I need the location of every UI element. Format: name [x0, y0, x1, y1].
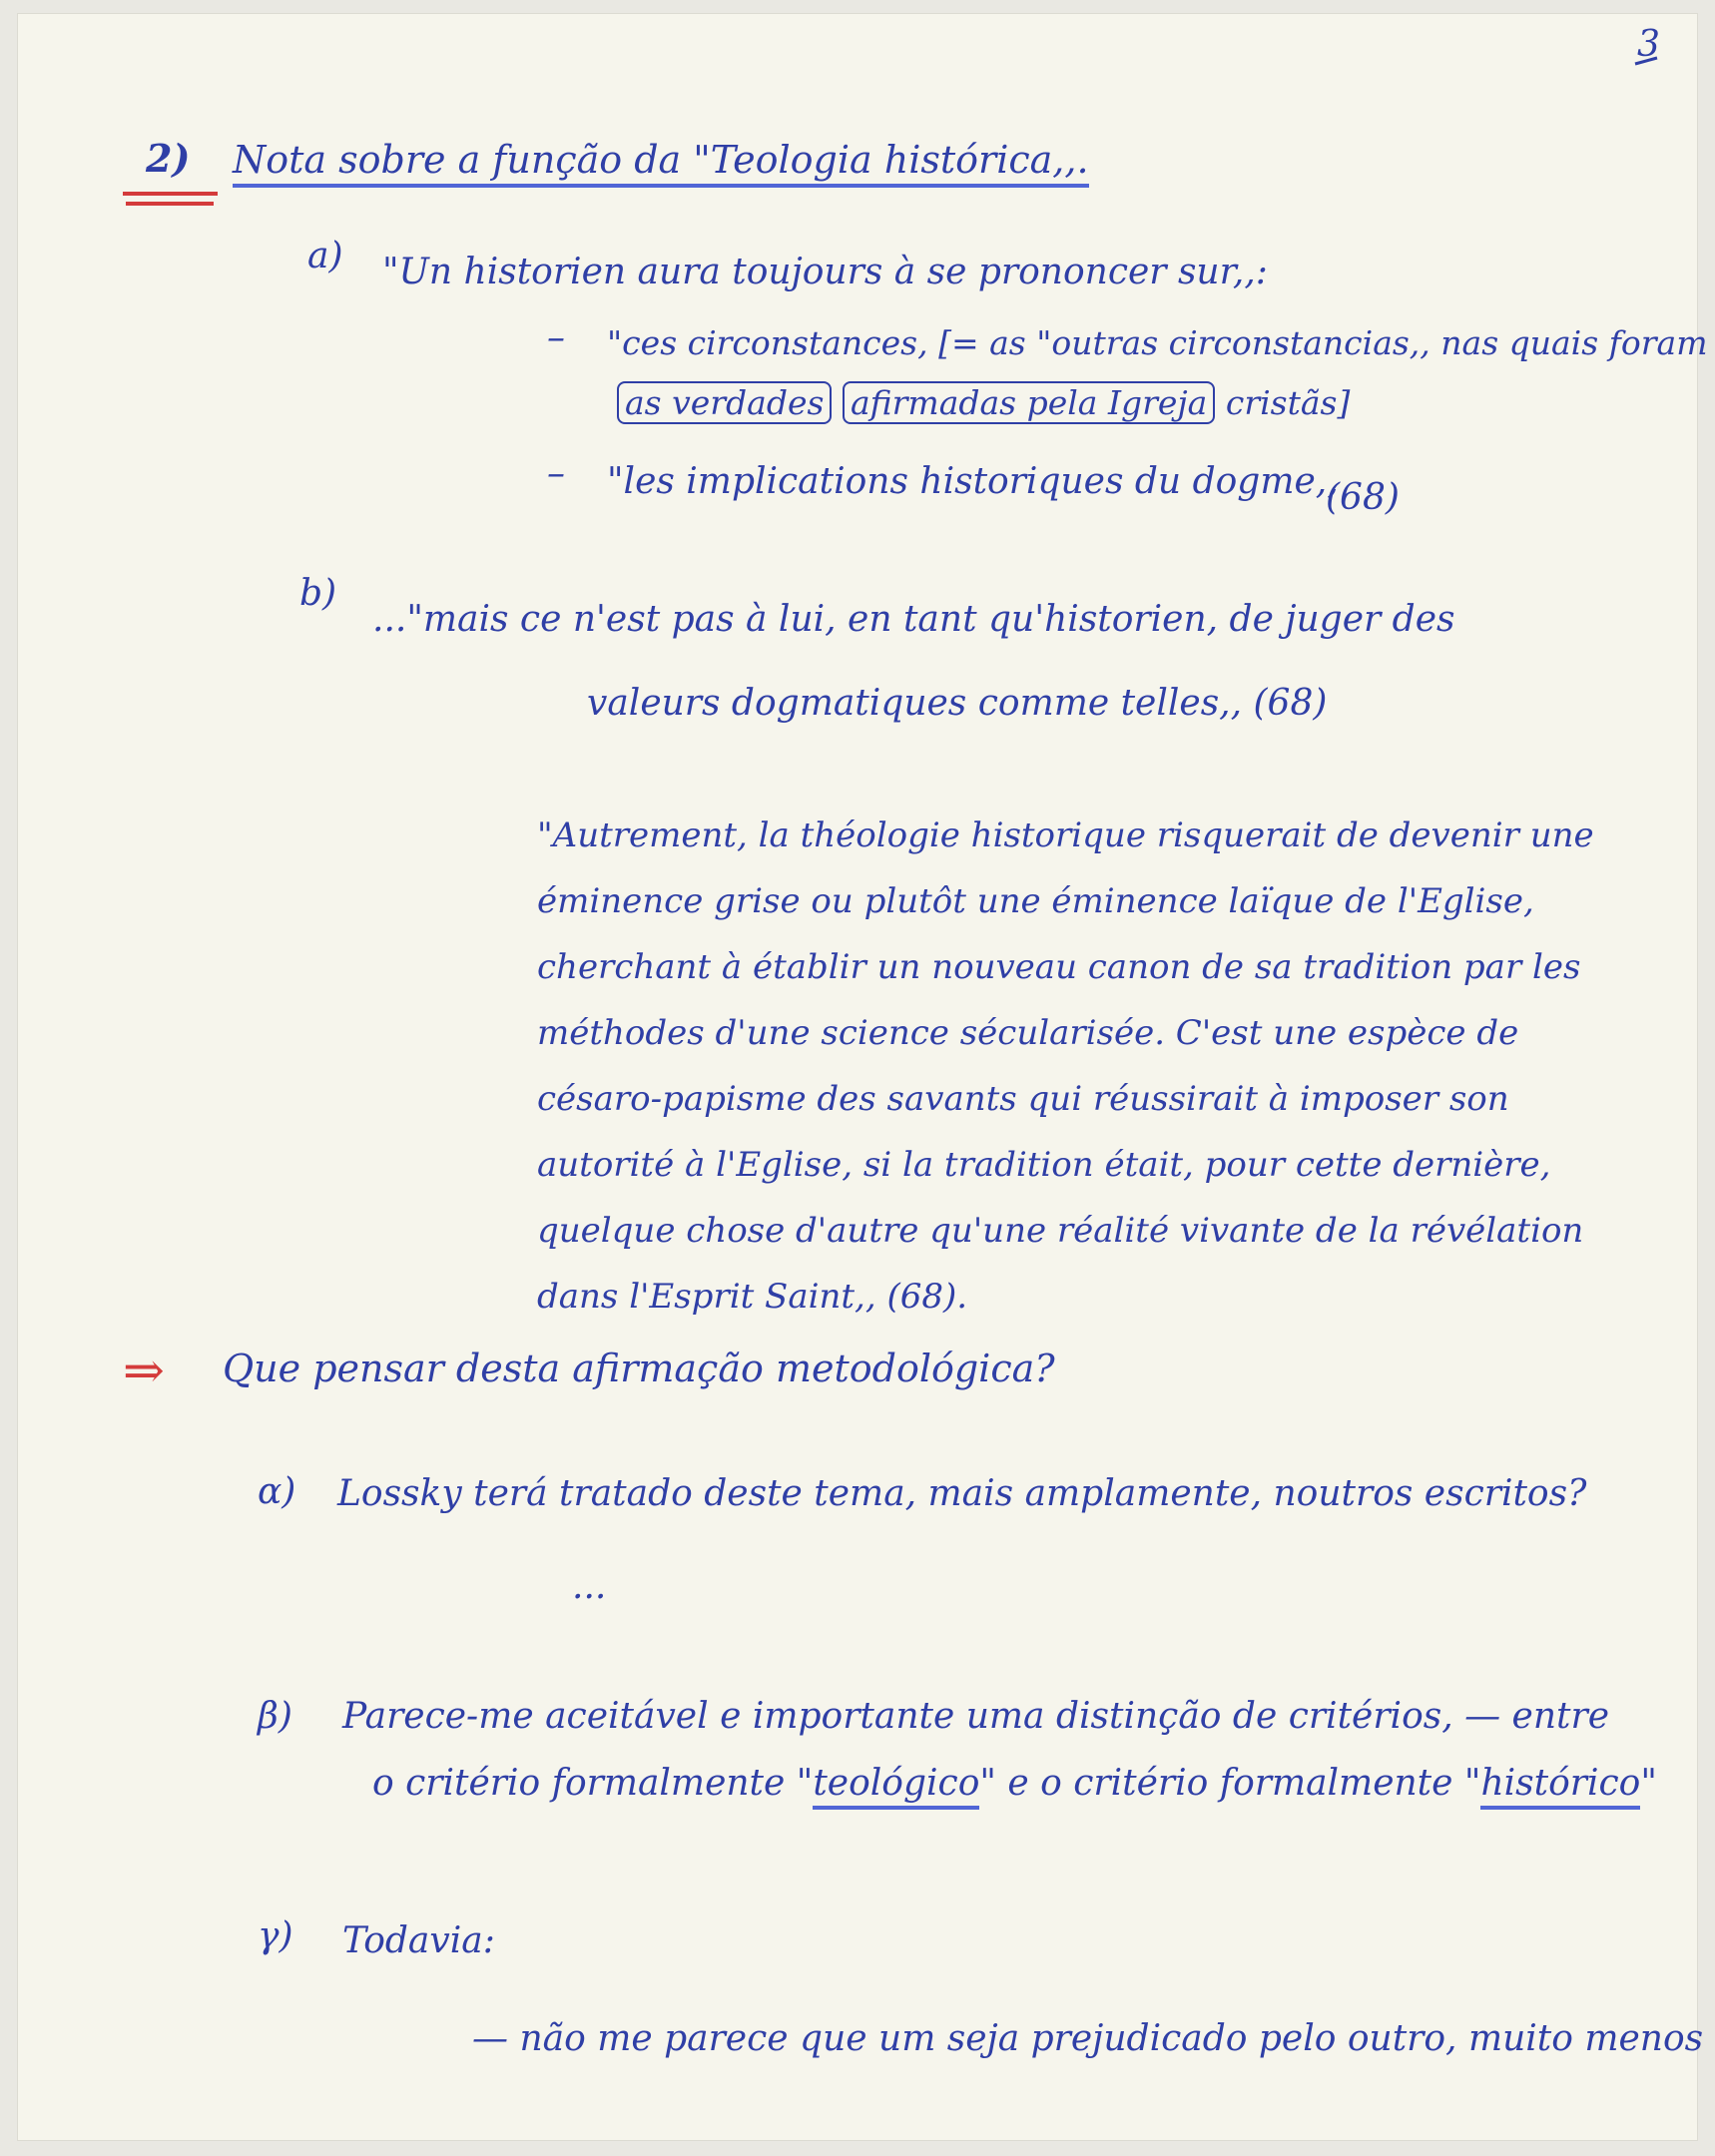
teologico-underlined: teológico — [813, 1763, 979, 1810]
beta-label: β) — [258, 1696, 292, 1737]
boxed-phrase-1: as verdades — [617, 381, 832, 424]
item-a-bullet1-line2 — [617, 383, 1350, 422]
beta-line2-pre: o critério formalmente " — [372, 1763, 814, 1804]
heading-number: 2) — [146, 136, 191, 181]
lossky-quote: "Autrement, la théologie historique risquerait de devenir une éminence grise ou plutôt une éminence laïque de l'Eglise, cherchant à établir un nouveau canon de sa tradition par les méthodes d'une science sécularisée. C'est une espèce de césaro-papisme des savants qui réussirait à imposer son autorité à l'Eglise, si la tradition était, pour cette dernière, quelque chose d'autre qu'une réalité vivante de la révélation dans l'Esprit Saint,, (68). — [537, 815, 1594, 1317]
alpha-ellipsis: ... — [572, 1566, 607, 1607]
historico-underlined: histórico — [1480, 1763, 1640, 1810]
arrow-icon: ⇒ — [123, 1342, 165, 1399]
alpha-label: α) — [258, 1471, 296, 1512]
item-a-bullet2: "les implications historiques du dogme,, — [607, 461, 1339, 502]
gamma-label: γ) — [258, 1915, 293, 1956]
item-a-label: a) — [307, 236, 343, 276]
item-b-line2: valeurs dogmatiques comme telles,, (68) — [587, 683, 1328, 724]
page-number: 3 — [1637, 24, 1660, 65]
item-b-line1: ..."mais ce n'est pas à lui, en tant qu'historien, de juger des — [372, 599, 1455, 640]
beta-line2-post: " — [1640, 1763, 1657, 1804]
item-a-bullet1-tail: cristãs] — [1225, 383, 1351, 422]
item-a-intro: "Un historien aura toujours à se prononcer sur,,: — [382, 252, 1268, 292]
item-b-label: b) — [299, 573, 337, 614]
dash: – — [547, 317, 565, 358]
item-a-bullet1-line1: "ces circonstances, [= as "outras circonstancias,, nas quais foram — [607, 323, 1708, 362]
heading-title: Nota sobre a função da "Teologia histórica,,. — [233, 138, 1089, 188]
beta-line1: Parece-me aceitável e importante uma distinção de critérios, — entre — [342, 1696, 1610, 1737]
item-a-bullet2-ref: (68) — [1326, 477, 1400, 518]
boxed-phrase-2: afirmadas pela Igreja — [843, 381, 1215, 424]
beta-line2-mid: " e o critério formalmente " — [979, 1763, 1481, 1804]
gamma-text: Todavia: — [342, 1920, 495, 1961]
alpha-text: Lossky terá tratado deste tema, mais amplamente, noutros escritos? — [337, 1473, 1587, 1514]
question-text: Que pensar desta afirmação metodológica? — [223, 1347, 1055, 1390]
manuscript-page — [18, 14, 1708, 2140]
beta-line2 — [372, 1763, 1657, 1804]
dash: – — [547, 453, 565, 494]
gamma-bullet: — não me parece que um seja prejudicado pelo outro, muito menos — [472, 2018, 1704, 2059]
